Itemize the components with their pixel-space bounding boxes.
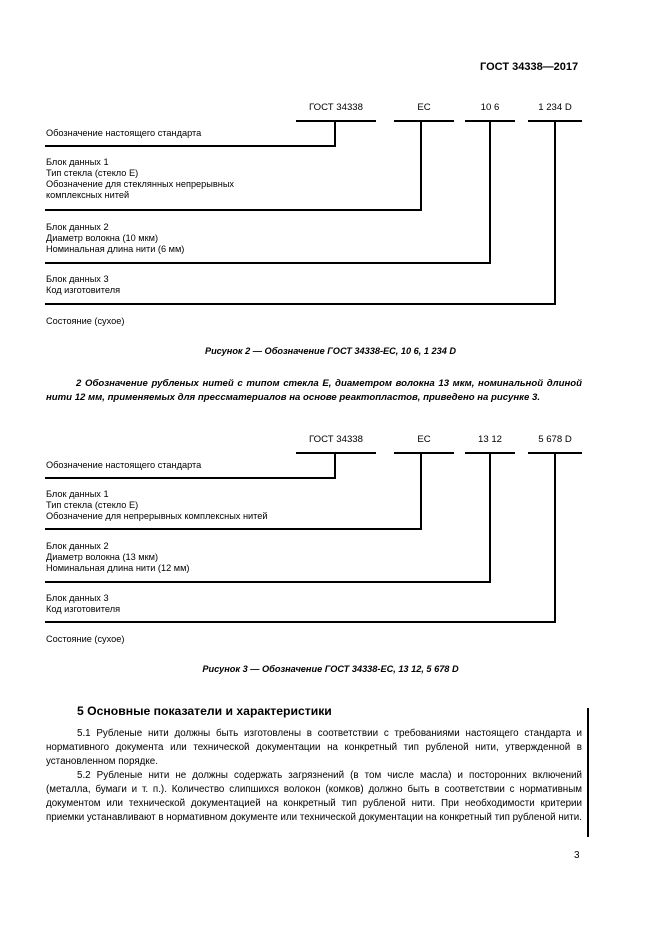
block3-label: Блок данных 3 Код изготовителя (46, 274, 121, 295)
segment-fiber: 13 12 (477, 434, 502, 445)
segment-standard: ГОСТ 34338 (309, 434, 363, 445)
label-standard: Обозначение настоящего стандарта (46, 460, 202, 470)
block1-label: Блок данных 1 Тип стекла (стекло Е) Обозначение для непрерывных комплексных нитей (46, 489, 268, 521)
paragraph-5-2: 5.2 Рубленые нити не должны содержать загрязнений (в том числе масла) и посторонних включений (металла, бумаги и т. п.). Количество слипшихся волокон (комков) должно быть в соответствии с нормативным документом или технической документацией на конкретный тип рубленой нити. При необходимости критерии приемки устанавливают в нормативном документе или технической документации на конкретный тип рубленой нити. (46, 770, 582, 823)
segment-manufacturer: 1 234 D (538, 102, 572, 113)
label-standard: Обозначение настоящего стандарта (46, 128, 202, 138)
page-number: 3 (574, 850, 580, 861)
segment-glass: ЕС (417, 434, 431, 445)
change-bar (587, 708, 589, 837)
state-label: Состояние (сухое) (46, 634, 125, 644)
document-number: ГОСТ 34338—2017 (480, 61, 579, 73)
state-label: Состояние (сухое) (46, 316, 125, 326)
segment-manufacturer: 5 678 D (538, 434, 572, 445)
section-heading: 5 Основные показатели и характеристики (77, 704, 332, 718)
example-2-text: 2 Обозначение рубленых нитей с типом стекла Е, диаметром волокна 13 мкм, номинальной длиной нити 12 мм, применяемых для прессматериалов на основе реактопластов, приведено на рисунке 3. (46, 378, 582, 403)
block2-label: Блок данных 2 Диаметр волокна (13 мкм) Номинальная длина нити (12 мм) (46, 541, 190, 573)
block2-label: Блок данных 2 Диаметр волокна (10 мкм) Номинальная длина нити (6 мм) (46, 222, 185, 254)
segment-glass: ЕС (417, 102, 431, 113)
figure-3-caption: Рисунок 3 — Обозначение ГОСТ 34338-ЕС, 13 12, 5 678 D (202, 664, 459, 674)
block3-label: Блок данных 3 Код изготовителя (46, 593, 121, 614)
section-body (46, 727, 582, 825)
figure-2-caption: Рисунок 2 — Обозначение ГОСТ 34338-ЕС, 10 6, 1 234 D (204, 346, 457, 356)
block1-label: Блок данных 1 Тип стекла (стекло Е) Обозначение для стеклянных непрерывных комплексных нитей (46, 157, 235, 200)
segment-fiber: 10 6 (480, 102, 500, 113)
paragraph-5-1: 5.1 Рубленые нити должны быть изготовлены в соответствии с требованиями настоящего стандарта и нормативного документа или технической документации на конкретный тип рубленой нити, утвержденной в установленном порядке. (46, 728, 582, 767)
segment-standard: ГОСТ 34338 (309, 102, 363, 113)
